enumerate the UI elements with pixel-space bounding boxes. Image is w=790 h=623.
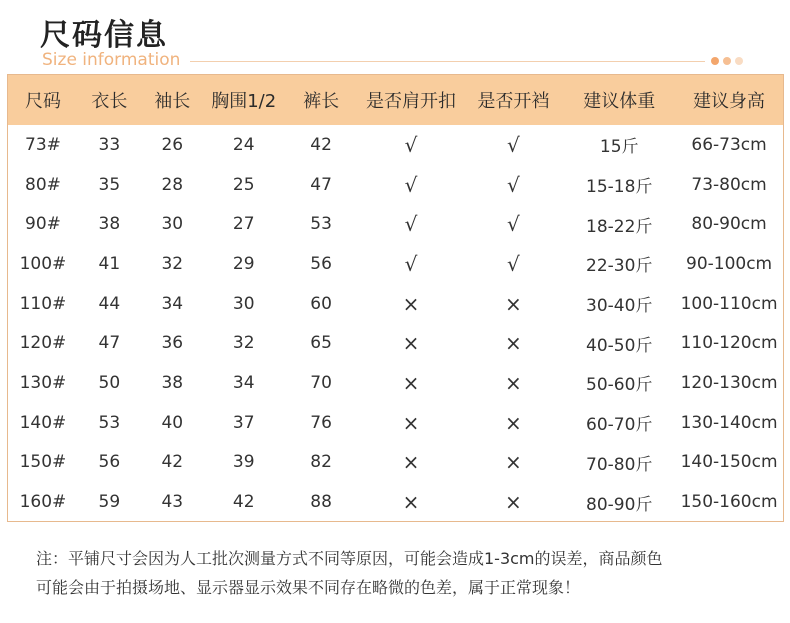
table-cell: 100# [19, 253, 67, 274]
column-header: 建议身高 [693, 91, 766, 112]
table-row [8, 443, 783, 483]
column-header: 建议体重 [583, 91, 656, 112]
table-cell: 30 [161, 214, 184, 235]
dot-3 [735, 57, 743, 65]
column-header: 尺码 [24, 91, 61, 112]
table-cell: 80-90斤 [586, 494, 653, 515]
table-cell: 56 [310, 253, 332, 274]
table-cell: √ [404, 132, 418, 157]
column-header: 是否开裆 [477, 91, 550, 112]
table-cell: × [402, 490, 420, 515]
title-divider [190, 61, 705, 62]
note-line-1: 注：平铺尺寸会因为人工批次测量方式不同等原因，可能会造成1-3cm的误差，商品颜色 [36, 549, 663, 568]
column-header: 衣长 [91, 91, 128, 112]
table-cell: × [402, 331, 420, 356]
table-cell: √ [506, 251, 520, 276]
table-cell: 50-60斤 [586, 375, 653, 396]
table-row [8, 323, 783, 363]
column-header: 是否肩开扣 [365, 91, 456, 112]
table-cell: 40 [161, 412, 184, 433]
table-body [8, 125, 783, 522]
table-cell: × [402, 370, 420, 395]
table-cell: 110# [19, 293, 67, 314]
table-cell: 70-80斤 [586, 454, 653, 475]
column-header: 裤长 [303, 91, 340, 112]
table-cell: × [402, 450, 420, 475]
table-cell: 90# [25, 214, 61, 235]
table-cell: 25 [232, 174, 255, 195]
table-cell: 40-50斤 [586, 335, 653, 356]
table-cell: √ [506, 132, 520, 157]
table-cell: √ [404, 251, 418, 276]
table-header-row [8, 75, 783, 125]
table-cell: 42 [310, 134, 332, 155]
table-cell: 28 [161, 174, 184, 195]
table-row [8, 125, 783, 165]
table-cell: × [504, 490, 522, 515]
table-cell: 56 [98, 452, 121, 473]
table-cell: 50 [98, 372, 121, 393]
table-cell: 120-130cm [680, 372, 778, 393]
table-cell: √ [404, 212, 418, 237]
table-cell: 24 [232, 134, 255, 155]
table-cell: 76 [310, 412, 332, 433]
table-cell: × [504, 291, 522, 316]
table-cell: √ [404, 172, 418, 197]
table-cell: × [504, 370, 522, 395]
table-cell: 66-73cm [691, 134, 767, 155]
size-table [7, 74, 784, 522]
table-cell: 36 [161, 333, 184, 354]
table-cell: 26 [161, 134, 184, 155]
table-cell: 120# [19, 333, 67, 354]
table-cell: 35 [98, 174, 121, 195]
table-cell: √ [506, 172, 520, 197]
table-cell: 39 [232, 452, 255, 473]
table-row [8, 204, 783, 244]
table-row [8, 244, 783, 284]
dot-1 [711, 57, 719, 65]
table-cell: 34 [161, 293, 184, 314]
column-header: 胸围1/2 [211, 91, 277, 112]
table-cell: × [402, 410, 420, 435]
table-cell: 41 [98, 253, 121, 274]
table-cell: 22-30斤 [586, 256, 653, 277]
table-cell: 34 [232, 372, 255, 393]
table-cell: 59 [98, 492, 121, 513]
table-cell: 15-18斤 [586, 177, 653, 198]
table-cell: 44 [98, 293, 121, 314]
page-title: 尺码信息 [40, 18, 168, 53]
table-cell: 140# [19, 412, 67, 433]
table-cell: 80# [25, 174, 61, 195]
table-cell: 100-110cm [680, 293, 778, 314]
table-cell: × [504, 410, 522, 435]
table-cell: 30-40斤 [586, 296, 653, 317]
table-cell: 70 [310, 372, 332, 393]
table-cell: × [402, 291, 420, 316]
dot-2 [723, 57, 731, 65]
table-cell: 150# [19, 452, 67, 473]
column-header: 袖长 [154, 91, 191, 112]
table-cell: 15斤 [599, 137, 639, 158]
size-note [36, 544, 776, 602]
table-cell: × [504, 450, 522, 475]
decorative-dots [711, 57, 743, 65]
table-cell: 29 [232, 253, 255, 274]
table-cell: 30 [232, 293, 255, 314]
table-cell: 65 [310, 333, 332, 354]
table-cell: 38 [98, 214, 121, 235]
table-cell: 43 [161, 492, 184, 513]
table-cell: 37 [232, 412, 255, 433]
table-cell: 73-80cm [691, 174, 767, 195]
table-cell: 60 [310, 293, 332, 314]
note-line-2: 可能会由于拍摄场地、显示器显示效果不同存在略微的色差，属于正常现象！ [36, 578, 581, 597]
table-cell: 27 [232, 214, 255, 235]
table-cell: 47 [98, 333, 121, 354]
table-cell: 110-120cm [680, 333, 778, 354]
table-row [8, 363, 783, 403]
table-cell: 33 [98, 134, 121, 155]
table-cell: 42 [232, 492, 255, 513]
table-cell: 53 [310, 214, 332, 235]
table-cell: 38 [161, 372, 184, 393]
table-cell: 18-22斤 [586, 216, 653, 237]
table-cell: 73# [25, 134, 61, 155]
table-cell: 88 [310, 492, 332, 513]
table-cell: 80-90cm [691, 214, 767, 235]
table-cell: 130# [19, 372, 67, 393]
table-cell: 53 [98, 412, 121, 433]
table-cell: 90-100cm [686, 253, 773, 274]
table-cell: × [504, 331, 522, 356]
table-cell: 160# [19, 492, 67, 513]
table-cell: 150-160cm [680, 492, 778, 513]
table-cell: 42 [161, 452, 184, 473]
table-row [8, 403, 783, 443]
table-row [8, 284, 783, 324]
table-cell: 32 [161, 253, 184, 274]
table-row [8, 482, 783, 522]
table-cell: 60-70斤 [586, 415, 653, 436]
table-cell: √ [506, 212, 520, 237]
table-cell: 140-150cm [680, 452, 778, 473]
table-row [8, 165, 783, 205]
table-cell: 32 [232, 333, 255, 354]
table-cell: 82 [310, 452, 332, 473]
table-cell: 47 [310, 174, 332, 195]
page-subtitle: Size information [42, 50, 181, 70]
table-cell: 130-140cm [680, 412, 778, 433]
